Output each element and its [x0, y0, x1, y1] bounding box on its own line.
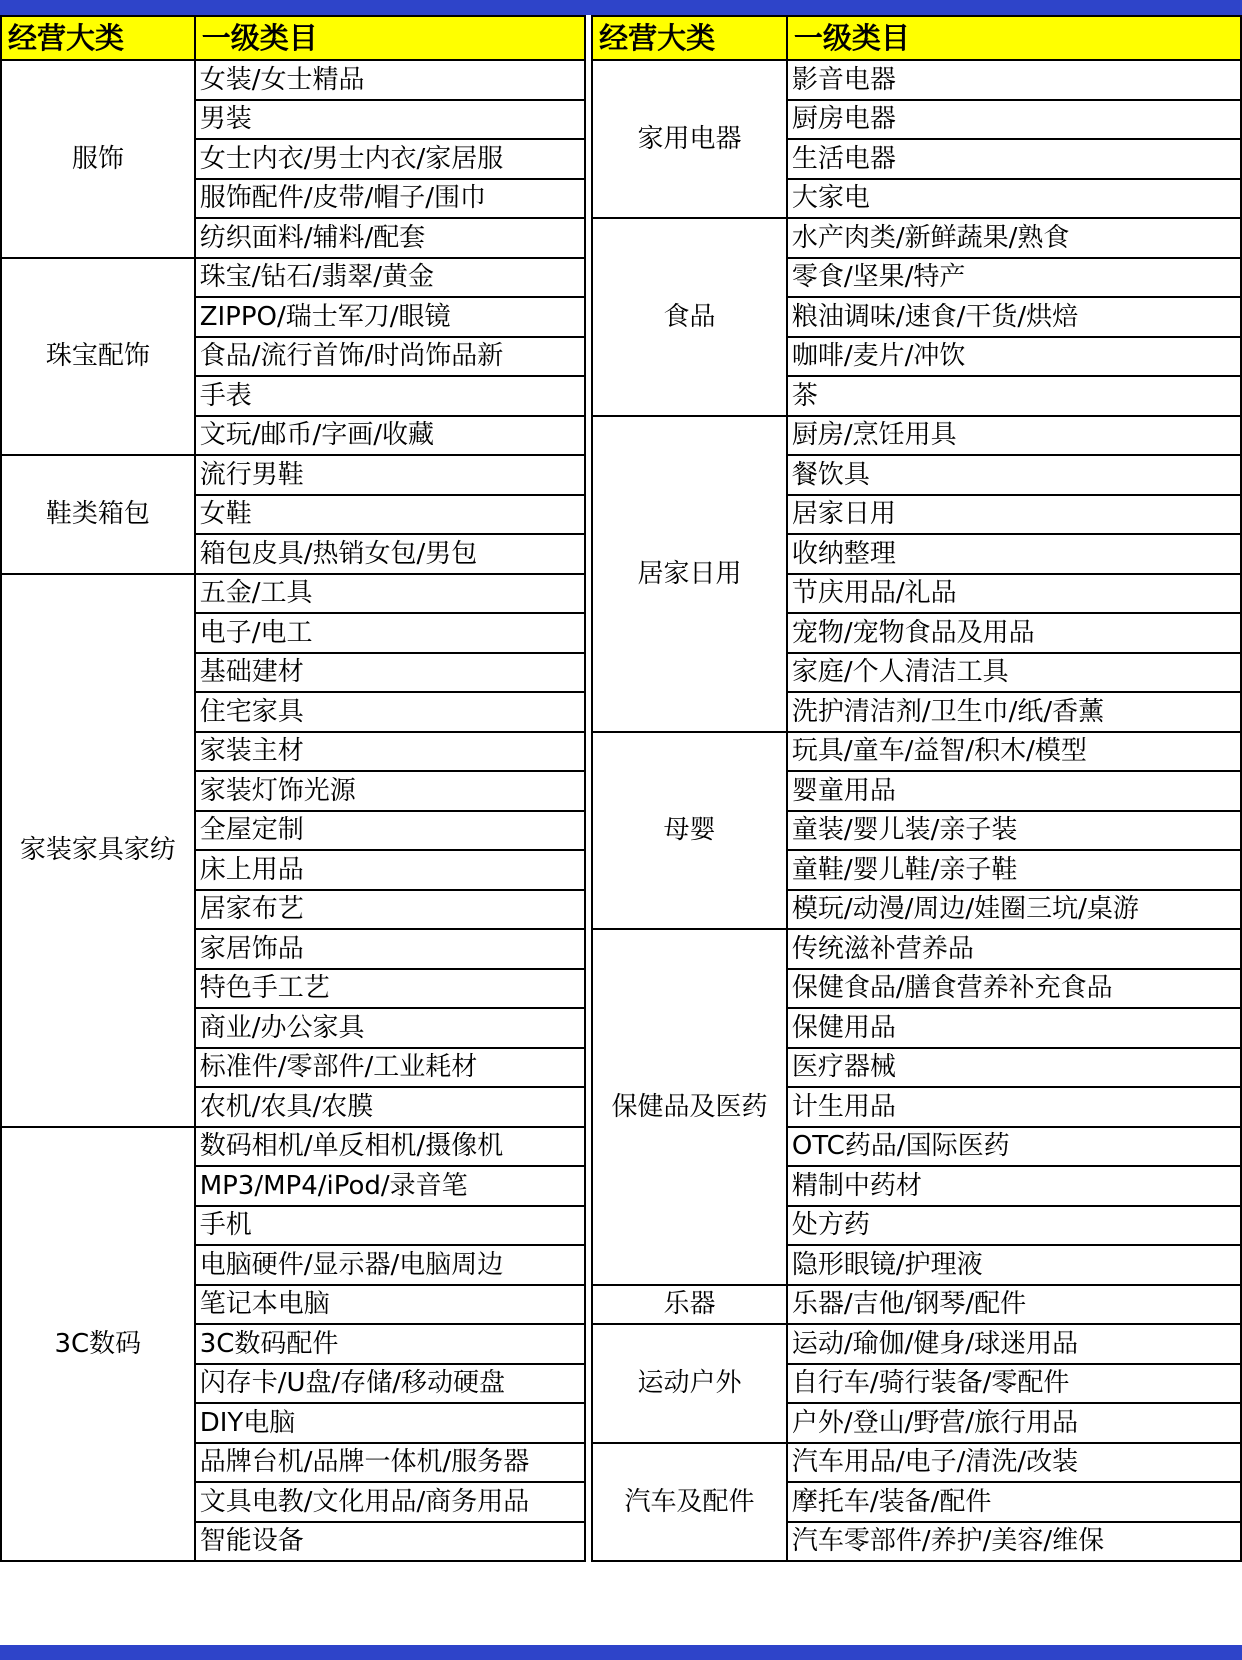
column-gap [585, 850, 592, 890]
subcategory-cell: 大家电 [787, 179, 1241, 219]
subcategory-cell: 商业/办公家具 [195, 1008, 586, 1048]
header-category-right: 经营大类 [592, 16, 787, 60]
column-gap [585, 692, 592, 732]
subcategory-cell: 模玩/动漫/周边/娃圈三坑/桌游 [787, 890, 1241, 930]
subcategory-cell: 处方药 [787, 1206, 1241, 1246]
subcategory-cell: 手表 [195, 376, 586, 416]
subcategory-cell: 摩托车/装备/配件 [787, 1482, 1241, 1522]
subcategory-cell: 居家日用 [787, 495, 1241, 535]
column-gap [585, 297, 592, 337]
subcategory-cell: 保健食品/膳食营养补充食品 [787, 969, 1241, 1009]
subcategory-cell: ZIPPO/瑞士军刀/眼镜 [195, 297, 586, 337]
subcategory-cell: OTC药品/国际医药 [787, 1127, 1241, 1167]
column-gap [585, 376, 592, 416]
column-gap [585, 1048, 592, 1088]
subcategory-cell: 智能设备 [195, 1522, 586, 1562]
column-gap [585, 1403, 592, 1443]
column-gap [585, 1087, 592, 1127]
category-cell: 服饰 [1, 60, 195, 258]
column-gap [585, 929, 592, 969]
subcategory-cell: 传统滋补营养品 [787, 929, 1241, 969]
category-cell: 珠宝配饰 [1, 258, 195, 456]
subcategory-cell: 特色手工艺 [195, 969, 586, 1009]
category-cell: 鞋类箱包 [1, 455, 195, 574]
subcategory-cell: 电子/电工 [195, 613, 586, 653]
subcategory-cell: 户外/登山/野营/旅行用品 [787, 1403, 1241, 1443]
subcategory-cell: 婴童用品 [787, 771, 1241, 811]
header-subcategory-right: 一级类目 [787, 16, 1241, 60]
header-row [1, 16, 1241, 60]
subcategory-cell: 食品/流行首饰/时尚饰品新 [195, 337, 586, 377]
column-gap [585, 455, 592, 495]
subcategory-cell: 餐饮具 [787, 455, 1241, 495]
category-cell: 乐器 [592, 1285, 787, 1325]
category-cell: 3C数码 [1, 1127, 195, 1562]
column-gap [585, 1482, 592, 1522]
subcategory-cell: 闪存卡/U盘/存储/移动硬盘 [195, 1364, 586, 1404]
subcategory-cell: 家庭/个人清洁工具 [787, 653, 1241, 693]
column-gap [585, 1206, 592, 1246]
subcategory-cell: 水产肉类/新鲜蔬果/熟食 [787, 218, 1241, 258]
subcategory-cell: 收纳整理 [787, 534, 1241, 574]
subcategory-cell: 数码相机/单反相机/摄像机 [195, 1127, 586, 1167]
column-gap [585, 890, 592, 930]
column-gap [585, 495, 592, 535]
subcategory-cell: 节庆用品/礼品 [787, 574, 1241, 614]
column-gap [585, 16, 592, 60]
subcategory-cell: 品牌台机/品牌一体机/服务器 [195, 1443, 586, 1483]
column-gap [585, 1324, 592, 1364]
category-cell: 保健品及医药 [592, 929, 787, 1285]
subcategory-cell: 隐形眼镜/护理液 [787, 1245, 1241, 1285]
column-gap [585, 100, 592, 140]
subcategory-cell: 流行男鞋 [195, 455, 586, 495]
column-gap [585, 1008, 592, 1048]
subcategory-cell: 住宅家具 [195, 692, 586, 732]
subcategory-cell: 标准件/零部件/工业耗材 [195, 1048, 586, 1088]
subcategory-cell: 箱包皮具/热销女包/男包 [195, 534, 586, 574]
subcategory-cell: 笔记本电脑 [195, 1285, 586, 1325]
column-gap [585, 653, 592, 693]
subcategory-cell: 纺织面料/辅料/配套 [195, 218, 586, 258]
column-gap [585, 258, 592, 298]
table-row [1, 60, 1241, 100]
subcategory-cell: 女装/女士精品 [195, 60, 586, 100]
category-cell: 汽车及配件 [592, 1443, 787, 1562]
column-gap [585, 613, 592, 653]
column-gap [585, 771, 592, 811]
subcategory-cell: 影音电器 [787, 60, 1241, 100]
subcategory-cell: 运动/瑜伽/健身/球迷用品 [787, 1324, 1241, 1364]
subcategory-cell: 精制中药材 [787, 1166, 1241, 1206]
subcategory-cell: 厨房/烹饪用具 [787, 416, 1241, 456]
subcategory-cell: 童鞋/婴儿鞋/亲子鞋 [787, 850, 1241, 890]
subcategory-cell: 零食/坚果/特产 [787, 258, 1241, 298]
subcategory-cell: DIY电脑 [195, 1403, 586, 1443]
category-cell: 家用电器 [592, 60, 787, 218]
subcategory-cell: 手机 [195, 1206, 586, 1246]
column-gap [585, 1443, 592, 1483]
category-cell: 运动户外 [592, 1324, 787, 1443]
column-gap [585, 1285, 592, 1325]
subcategory-cell: 基础建材 [195, 653, 586, 693]
column-gap [585, 1522, 592, 1562]
subcategory-cell: 洗护清洁剂/卫生巾/纸/香薰 [787, 692, 1241, 732]
subcategory-cell: 男装 [195, 100, 586, 140]
subcategory-cell: 五金/工具 [195, 574, 586, 614]
subcategory-cell: 医疗器械 [787, 1048, 1241, 1088]
subcategory-cell: 全屋定制 [195, 811, 586, 851]
subcategory-cell: 家装灯饰光源 [195, 771, 586, 811]
column-gap [585, 732, 592, 772]
subcategory-cell: 3C数码配件 [195, 1324, 586, 1364]
column-gap [585, 218, 592, 258]
subcategory-cell: 茶 [787, 376, 1241, 416]
column-gap [585, 1127, 592, 1167]
subcategory-cell: 家居饰品 [195, 929, 586, 969]
subcategory-cell: 汽车零部件/养护/美容/维保 [787, 1522, 1241, 1562]
subcategory-cell: 农机/农具/农膜 [195, 1087, 586, 1127]
column-gap [585, 969, 592, 1009]
column-gap [585, 811, 592, 851]
subcategory-cell: 咖啡/麦片/冲饮 [787, 337, 1241, 377]
subcategory-cell: 床上用品 [195, 850, 586, 890]
subcategory-cell: 电脑硬件/显示器/电脑周边 [195, 1245, 586, 1285]
category-cell: 食品 [592, 218, 787, 416]
column-gap [585, 1245, 592, 1285]
subcategory-cell: 宠物/宠物食品及用品 [787, 613, 1241, 653]
subcategory-cell: 保健用品 [787, 1008, 1241, 1048]
subcategory-cell: 玩具/童车/益智/积木/模型 [787, 732, 1241, 772]
subcategory-cell: 家装主材 [195, 732, 586, 772]
header-subcategory-left: 一级类目 [195, 16, 586, 60]
category-cell: 家装家具家纺 [1, 574, 195, 1127]
subcategory-cell: 女鞋 [195, 495, 586, 535]
column-gap [585, 139, 592, 179]
subcategory-cell: 服饰配件/皮带/帽子/围巾 [195, 179, 586, 219]
category-cell: 母婴 [592, 732, 787, 930]
subcategory-cell: 粮油调味/速食/干货/烘焙 [787, 297, 1241, 337]
column-gap [585, 574, 592, 614]
header-category-left: 经营大类 [1, 16, 195, 60]
subcategory-cell: 乐器/吉他/钢琴/配件 [787, 1285, 1241, 1325]
subcategory-cell: 女士内衣/男士内衣/家居服 [195, 139, 586, 179]
column-gap [585, 534, 592, 574]
subcategory-cell: 珠宝/钻石/翡翠/黄金 [195, 258, 586, 298]
column-gap [585, 60, 592, 100]
subcategory-cell: 文玩/邮币/字画/收藏 [195, 416, 586, 456]
subcategory-cell: 生活电器 [787, 139, 1241, 179]
column-gap [585, 337, 592, 377]
column-gap [585, 179, 592, 219]
category-table-sheet [0, 15, 1242, 1645]
category-cell: 居家日用 [592, 416, 787, 732]
subcategory-cell: 计生用品 [787, 1087, 1241, 1127]
subcategory-cell: 文具电教/文化用品/商务用品 [195, 1482, 586, 1522]
subcategory-cell: 厨房电器 [787, 100, 1241, 140]
column-gap [585, 1364, 592, 1404]
column-gap [585, 416, 592, 456]
subcategory-cell: MP3/MP4/iPod/录音笔 [195, 1166, 586, 1206]
subcategory-cell: 居家布艺 [195, 890, 586, 930]
subcategory-cell: 童装/婴儿装/亲子装 [787, 811, 1241, 851]
category-table [0, 15, 1242, 1562]
column-gap [585, 1166, 592, 1206]
subcategory-cell: 自行车/骑行装备/零配件 [787, 1364, 1241, 1404]
subcategory-cell: 汽车用品/电子/清洗/改装 [787, 1443, 1241, 1483]
